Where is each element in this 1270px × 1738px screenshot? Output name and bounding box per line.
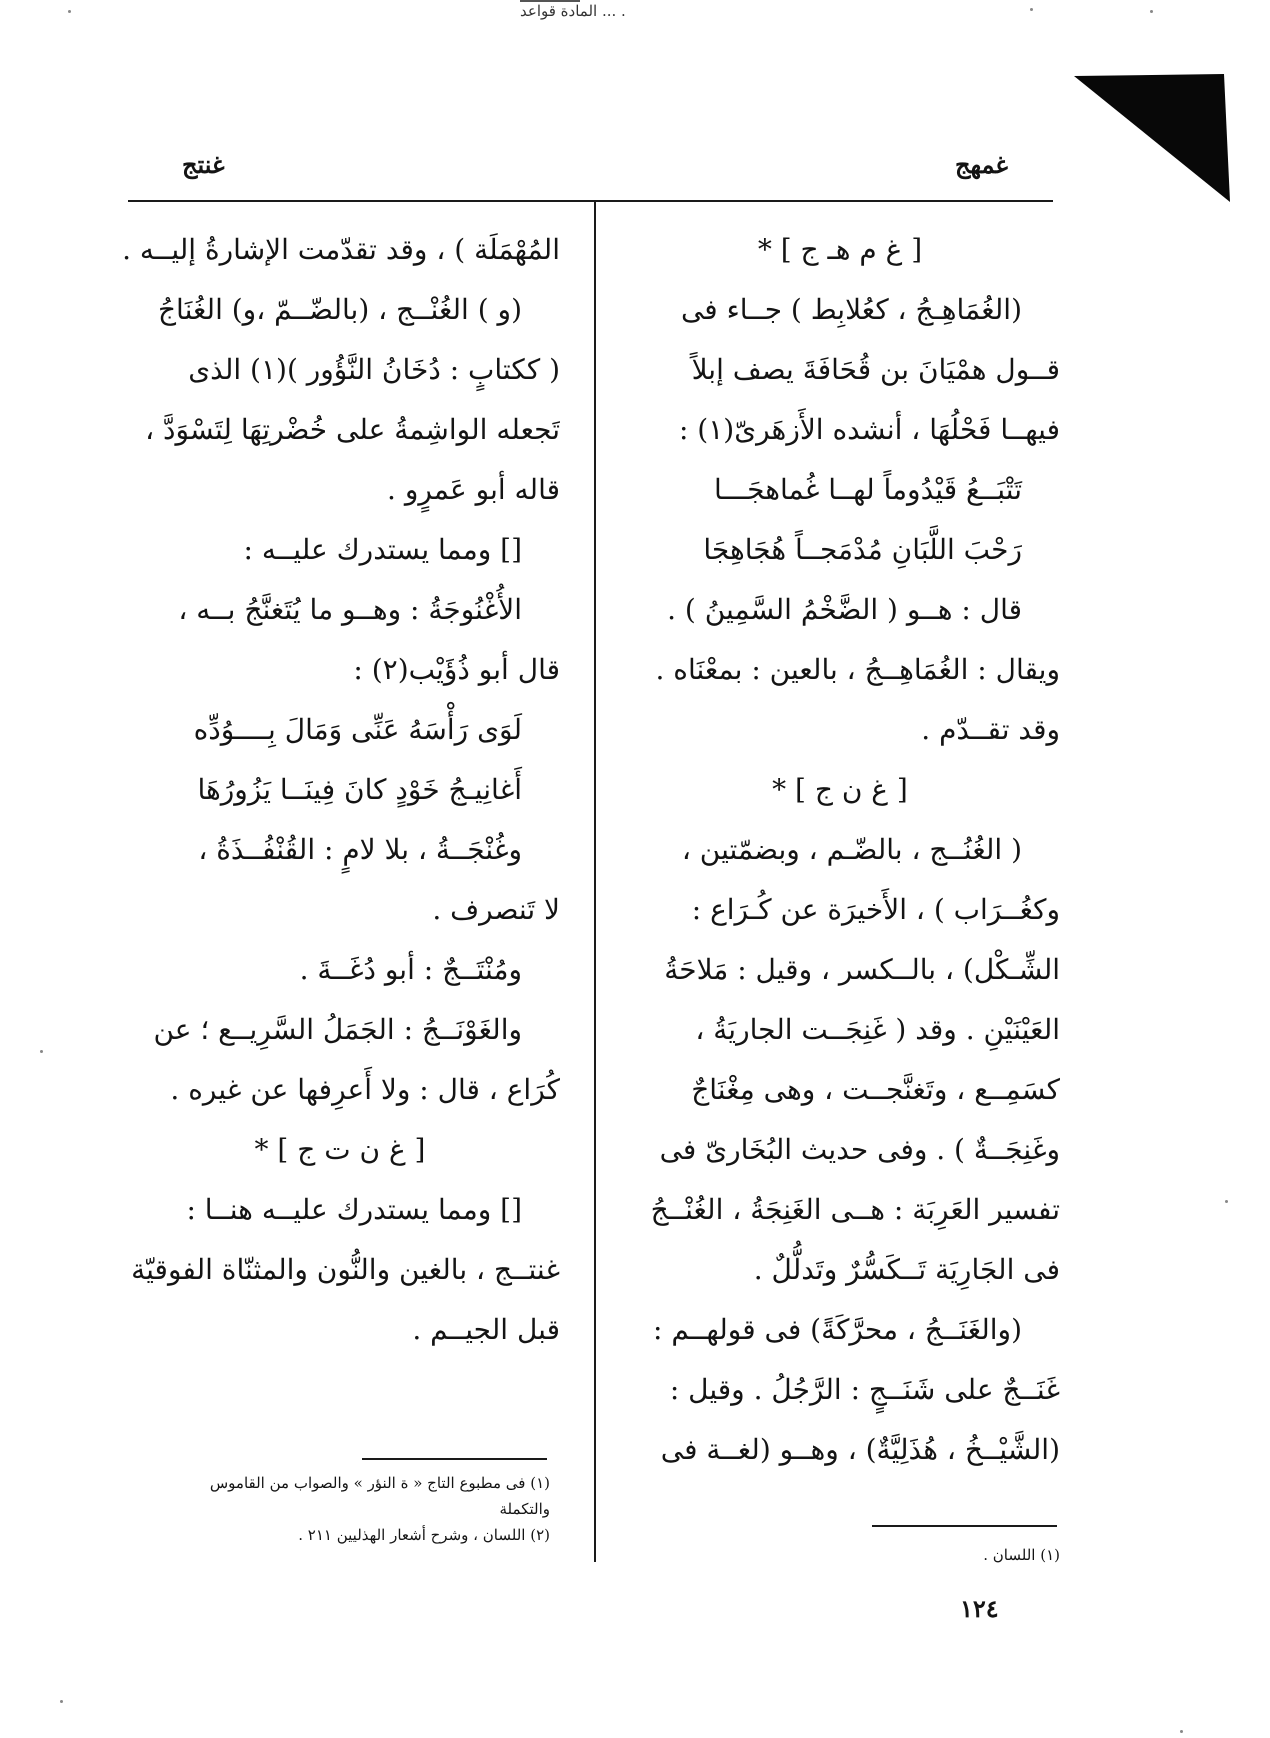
text-line: قال أبو ذُؤَيْب(٢) : [353,653,560,686]
text-line: قبل الجيــم . [412,1313,560,1346]
text-line: (الغُمَاهِـجُ ، كعُلابِط ) جــاء فى [680,293,1022,326]
verse-line: أَغانِيـجُ خَوْدٍ كانَ فِينَــا يَزُورُهَا [197,773,522,806]
text-line: ( الغُنُــج ، بالضّـم ، وبضمّتين ، [681,833,1022,866]
header-right-word: غمهج [955,150,1008,179]
text-line: (والغَنَــجُ ، محرَّكَةً) فى قولهــم : [652,1313,1022,1346]
text-line: تَجعله الواشِمةُ على خُضْرتِهَا لِتَسْوَدَّ ، [145,413,560,446]
left-column [120,220,560,1360]
text-line: وكغُــرَاب ) ، الأَخيرَة عن كُـرَاع : [691,893,1060,926]
text-line: قــول همْيَانَ بن قُحَافَةَ يصف إبلاً [691,353,1060,386]
text-line: [] ومما يستدرك عليــه : [243,533,522,566]
black-triangle-icon [1074,74,1230,202]
verse-line: رَحْبَ اللَّبَانِ مُدْمَجــاً هُجَاهِجَا [703,533,1022,566]
folded-corner-mark [1074,74,1230,202]
scan-speck [68,10,71,13]
text-line: قال : هــو ( الضَّخْمُ السَّمِينُ ) . [667,593,1022,626]
scan-speck [1225,1200,1228,1203]
scan-speck [40,1050,43,1053]
text-line: المُهْمَلَة ) ، وقد تقدّمت الإشارةُ إليــه . [122,233,560,266]
right-column [620,220,1060,1480]
scan-speck [60,1700,63,1703]
text-line: الشِّـكْل) ، بالــكسر ، وقيل : مَلاحَةُ [664,953,1060,986]
text-line: (الشَّيْــخُ ، هُذَلِيَّةٌ) ، وهــو (لغــة فى [660,1433,1060,1466]
text-line: والغَوْنَــجُ : الجَمَلُ السَّرِيــع ؛ عن [153,1013,522,1046]
page-number: ١٢٤ [960,1594,999,1623]
footnotes-right [620,1542,1060,1568]
footnote-rule-right [872,1525,1057,1527]
text-line: العَيْنَيْنِ . وقد ( غَنِجَــت الجاريَةُ ، [695,1013,1060,1046]
text-line: وغُنْجَــةُ ، بلا لامٍ : القُنْفُــذَةُ ، [198,833,522,866]
footnote: (١) اللسان . [983,1546,1060,1564]
text-line: غَنَــجٌ على شَنَــجٍ : الرَّجُلُ . وقيل : [669,1373,1060,1406]
scan-speck [1180,1730,1183,1733]
text-line: (و ) الغُنْــج ، (بالضّــمّ ،و) الغُنَاجُ [157,293,522,326]
text-line: كُرَاع ، قال : ولا أَعرِفها عن غيره . [170,1073,560,1106]
text-line: ومُنْتَــجٌ : أبو دُغَــةَ . [299,953,522,986]
footnotes-left [120,1470,550,1548]
footnote: (٢) اللسان ، وشرح أشعار الهذليين ٢١١ . [298,1526,550,1544]
verse-line: لَوَى رَأْسَهُ عَنِّى وَمَالَ بِــــوُدِّه [193,713,522,746]
text-line: فى الجَارِيَة تَــكَسُّرٌ وتَدلُّلٌ . [753,1253,1060,1286]
text-line: ويقال : الغُمَاهِــجُ ، بالعين : بمعْنَاه . [655,653,1060,686]
text-line: ( ككتابٍ : دُخَانُ النَّؤُور )(١) الذى [188,353,560,386]
text-line: وغَنِجَــةٌ ) . وفى حديث البُخَارىّ فى [659,1133,1060,1166]
footnote-rule-left [362,1458,547,1460]
header-left-word: غنتج [182,150,225,179]
entry-heading: [ غ م هـ ج ] * [757,233,923,266]
text-line: كسَمِــع ، وتَغنَّجــت ، وهى مِغْنَاجٌ [691,1073,1060,1106]
text-line: قاله أبو عَمرٍو . [387,473,560,506]
text-line: [] ومما يستدرك عليــه هنــا : [186,1193,522,1226]
verse-line: تَتْبَــعُ قَيْدُوماً لهــا غُماهجَـــا [714,473,1022,506]
text-line: لا تَنصرف . [432,893,560,926]
text-line: غنتــج ، بالغين والنُّون والمثنّاة الفوقيّة [131,1253,560,1286]
footnote: والتكملة [499,1500,550,1518]
text-line: الأُغْنُوجَةُ : وهــو ما يُتَغنَّجُ بــه ، [178,593,522,626]
text-line: وقد تقــدّم . [921,713,1060,746]
scan-speck [1150,10,1153,13]
text-line: تفسير العَرِبَة : هــى الغَنِجَةُ ، الغُنْــجُ [650,1193,1060,1226]
footnote: (١) فى مطبوع التاج « ة النؤر » والصواب من القاموس [209,1474,550,1492]
header-rule [128,200,1053,202]
scan-speck [1030,8,1033,11]
top-cut-text: المادة قواعد ... . [520,2,626,20]
entry-heading: [ غ ن ت ج ] * [254,1133,426,1166]
text-line: فيهــا فَحْلُهَا ، أنشده الأَزهَرىّ(١) : [678,413,1060,446]
column-divider [594,202,596,1562]
entry-heading: [ غ ن ج ] * [772,773,908,806]
